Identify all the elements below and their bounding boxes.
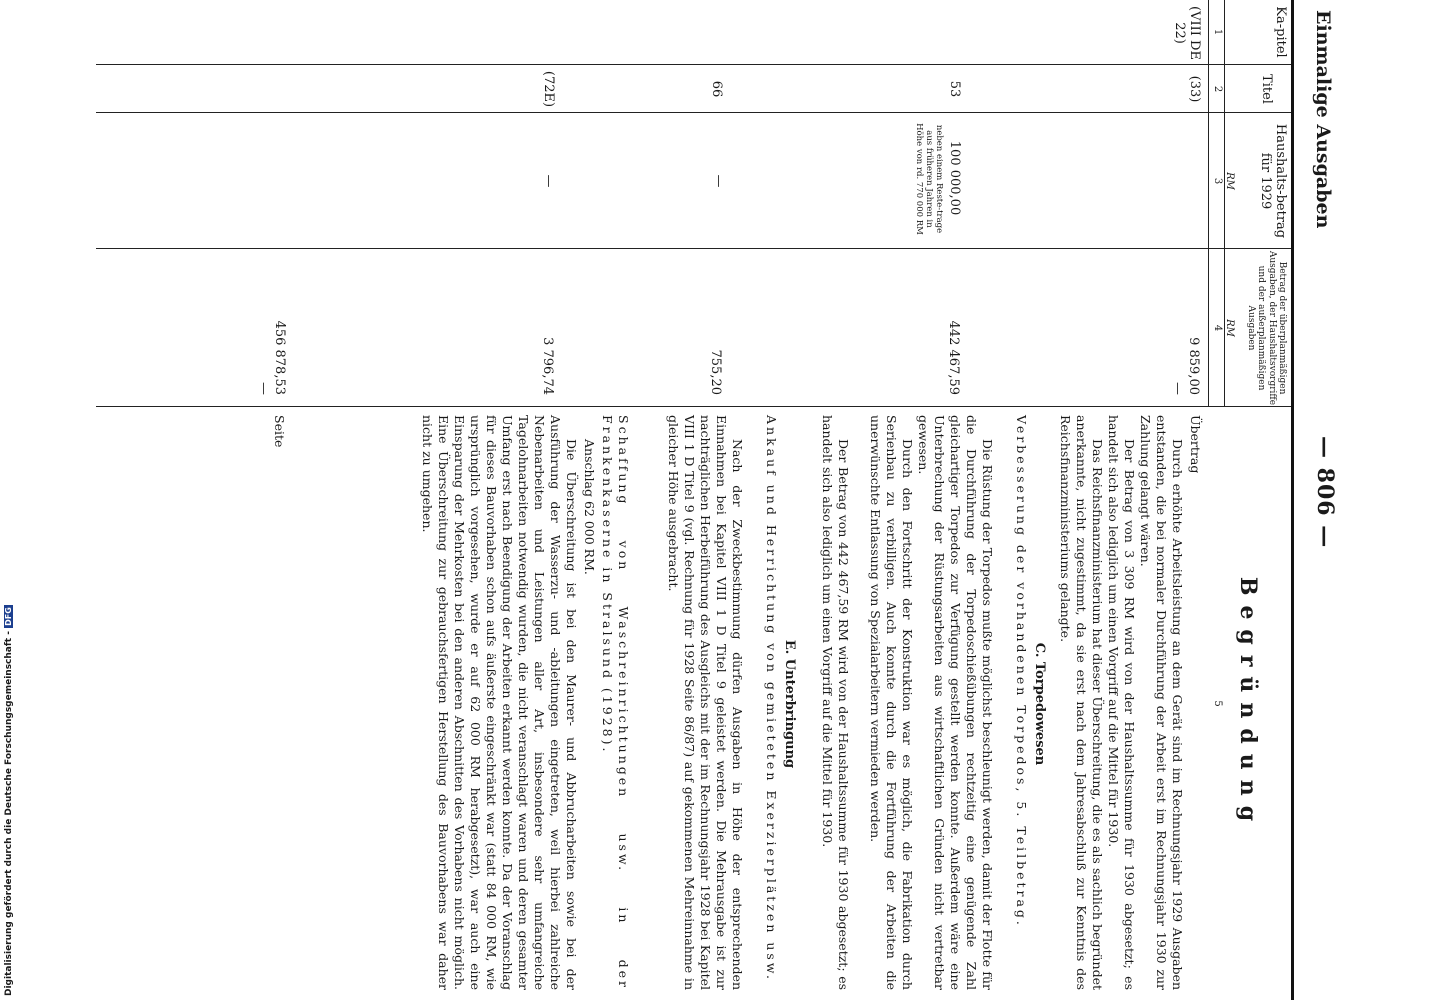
seite-label: Seite — [272, 415, 287, 448]
amount-uebertrag-dash: — — [1170, 382, 1185, 395]
digitization-footer — [4, 606, 18, 996]
header-haushalt: Haushalts-betrag für 1929 — [1258, 123, 1288, 239]
colnum-5: 5 — [1212, 700, 1223, 707]
header-title: Einmalige Ausgaben — [1312, 10, 1334, 229]
column-kapitel — [96, 0, 1291, 64]
footer-text: Digitalisierung gefördert durch die Deutsche Forschungsgemeinschaft - — [4, 631, 14, 996]
haushalt-66-dash: — — [711, 174, 726, 188]
colnum-2: 2 — [1212, 85, 1223, 93]
begruendung-heading: Begründung — [1235, 576, 1261, 832]
paragraph-4: Die Rüstung der Torpedos mußte möglichst beschleunigt werden, damit der Flotte für die Durchführung der Torpedoschießübungen rechtzeitig eine genügende Zahl gleichartiger Torpedos zur Verfügung gestellt werden konnte. Außerdem wäre eine Unterbrechung der Rüstungsarbeiten aus wirtschaftlichen Gründen nicht vertretbar gewesen. — [916, 415, 995, 990]
haushalt-72-dash: — — [541, 174, 556, 188]
header-titel: Titel — [1259, 74, 1274, 104]
titel-33: (33) — [1187, 75, 1202, 103]
colnum-4: 4 — [1212, 324, 1223, 332]
paragraph-9: Die Überschreitung ist bei den Maurer- und Abbrucharbeiten sowie bei der Ausführung der Wasserzu- und -ableitungen eingetreten, weil hierbei zahlreiche Nebenarbeiten und Leistungen aller Art, insbesondere sehr umfangreiche Tagelohnarbeiten notwendig wurden, die nicht veranschlagt waren und deren gesamter Umfang erst nach Beendigung der Arbeiten erkannt werden konnte. Da der Voranschlag für dieses Bauvorhaben schon aufs äußerste eingeschränkt war (statt 84 000 RM, wie ursprünglich vorgesehen, wurde er auf 62 000 RM herabgesetzt), war auch eine Einsparung der Mehrkosten bei den anderen Abschnitten des Vorhabens nicht möglich. Eine Überschreitung zur gebrauchsfertigen Herstellung des Bauvorhabens war daher nicht zu umgehen. — [420, 415, 579, 990]
section-c-heading: C. Torpedowesen — [1032, 642, 1047, 766]
paragraph-6: Der Betrag von 442 467,59 RM wird von der Haushaltssumme für 1930 abgesetzt; es handelt sich also lediglich um einen Vorgriff auf die Mittel für 1930. — [820, 415, 851, 990]
header-betrag: Betrag der überplanmäßigen Ausgaben, der Haushaltsvorgriffe und der außerplanmäßigen Ausgaben — [1245, 250, 1287, 406]
amount-66: 755,20 — [708, 349, 723, 395]
title-66: Ankauf und Herrichtung von gemieteten Exerzierplätzen usw. — [764, 415, 779, 982]
rotated-page-content — [100, 0, 1340, 1000]
uebertrag-label: Übertrag — [1188, 415, 1203, 474]
amount-total-dash: — — [256, 382, 271, 395]
titel-53: 53 — [947, 80, 962, 98]
haushalt-53: 100 000,00 — [947, 140, 962, 216]
colnum-1: 1 — [1212, 28, 1223, 36]
paragraph-7: Nach der Zweckbestimmung dürfen Ausgaben in Höhe der entsprechenden Einnahmen bei Kapitel VIII 1 D Titel 9 geleistet werden. Die Mehrausgabe ist zur nachträglichen Herbeiführung des Ausgleichs mit der im Rechnungsjahr 1928 bei Kapitel VIII 1 D Titel 9 (vgl. Rechnung für 1928 Seite 86/87) auf gekommenen Mehreinnahme in gleicher Höhe ausgebracht. — [666, 415, 745, 990]
amount-72e: 3 796,74 — [540, 337, 555, 395]
header-kapitel: Ka-pitel — [1273, 6, 1288, 58]
column-titel — [96, 64, 1291, 113]
note-53: neben einem Reste-trage aus früheren Jahren in Höhe von rd. 770 000 RM — [914, 123, 944, 235]
dfg-logo: DFG — [4, 607, 13, 626]
column-betrag — [96, 248, 1291, 407]
title-53: Verbesserung der vorhandenen Torpedos, 5. Teilbetrag. — [1014, 415, 1029, 928]
page-number: — 806 — — [1312, 436, 1338, 549]
budget-table — [96, 0, 1294, 1000]
colnum-3: 3 — [1212, 177, 1223, 185]
page-header — [1294, 0, 1340, 1000]
amount-53: 442 467,59 — [946, 320, 961, 395]
paragraph-3: Das Reichsfinanzministerium hat dieser Überschreitung, die es als sachlich begründet anerkannte, nicht zugestimmt, da sie erst nach dem Jahresabschluß zur Kenntnis des Reichsfinanzministeriums gelangte. — [1058, 415, 1105, 990]
unit-4: RM — [1224, 319, 1235, 337]
title-72e: Schaffung von Waschreinrichtungen usw. in der Frankenkaserne in Stralsund (1928). — [600, 415, 631, 990]
amount-total: 456 878,53 — [272, 320, 287, 395]
titel-66: 66 — [709, 80, 724, 98]
column-begruendung — [96, 406, 1291, 1000]
unit-3: RM — [1224, 172, 1235, 190]
paragraph-1: Durch erhöhte Arbeitsleistung an dem Gerät sind im Rechnungsjahr 1929 Ausgaben entstanden, die bei normaler Durchführung der Arbeit erst im Rechnungsjahr 1930 zur Zahlung gelangt wären. — [1138, 415, 1185, 990]
amount-uebertrag: 9 859,00 — [1186, 337, 1201, 395]
paragraph-8: Anschlag 62 000 RM. — [582, 439, 597, 575]
section-e-heading: E. Unterbringung — [782, 639, 797, 769]
kapitel-value: (VIII DE 22) — [1172, 6, 1202, 60]
column-haushalt — [96, 112, 1291, 249]
paragraph-5: Durch den Fortschritt der Konstruktion war es möglich, die Fabrikation durch Serienbau zu verbilligen. Auch konnte durch die Fortführung der Arbeiten die unerwünschte Entlassung von Spezialarbeitern vermieden werden. — [868, 415, 915, 990]
titel-72e: (72E) — [541, 70, 556, 108]
paragraph-2: Der Betrag von 3 309 RM wird von der Haushaltssumme für 1930 abgesetzt; es handelt sich also lediglich um einen Vorgriff auf die Mittel für 1930. — [1106, 415, 1137, 990]
